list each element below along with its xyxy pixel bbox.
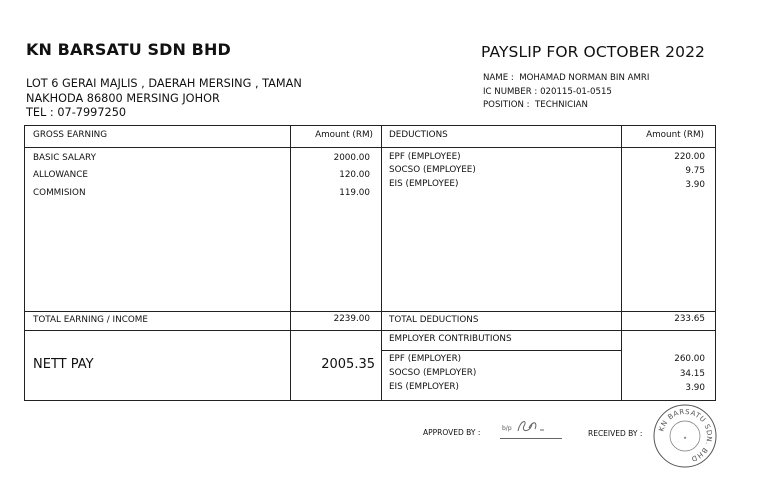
company-stamp-icon [652, 403, 718, 469]
total-earning-label: TOTAL EARNING / INCOME [33, 315, 148, 325]
company-address [26, 77, 326, 121]
payslip-title: PAYSLIP FOR OCTOBER 2022 [481, 43, 706, 61]
amount-header-left: Amount (RM) [315, 130, 373, 140]
earning-amount: 2000.00 [333, 153, 370, 163]
earning-label: ALLOWANCE [33, 170, 88, 180]
deduction-amount: 3.90 [685, 180, 705, 190]
employer-contribution-label: SOCSO (EMPLOYER) [389, 368, 477, 378]
svg-text:★: ★ [683, 435, 687, 440]
approved-by-label: APPROVED BY : [423, 428, 481, 437]
employer-contributions-header: EMPLOYER CONTRIBUTIONS [389, 334, 512, 344]
employee-position-row [483, 99, 649, 113]
deduction-amount: 9.75 [685, 166, 705, 176]
total-earning-amount: 2239.00 [333, 314, 370, 324]
total-deductions-label: TOTAL DEDUCTIONS [389, 315, 479, 325]
employee-ic-label: IC NUMBER : [483, 86, 538, 97]
deduction-label: EPF (EMPLOYEE) [389, 152, 461, 162]
employee-name-row [483, 72, 649, 86]
deduction-label: SOCSO (EMPLOYEE) [389, 165, 476, 175]
pay-table [24, 125, 716, 401]
received-by-label: RECEIVED BY : [588, 429, 643, 438]
total-deductions-amount: 233.65 [674, 314, 705, 324]
employee-name-label: NAME : [483, 73, 514, 83]
employee-name: MOHAMAD NORMAN BIN AMRI [519, 73, 650, 83]
deductions-header: DEDUCTIONS [389, 130, 448, 140]
employer-contribution-label: EIS (EMPLOYER) [389, 382, 459, 392]
table-divider [25, 311, 715, 312]
amount-header-right: Amount (RM) [646, 130, 704, 140]
employer-contribution-amount: 3.90 [685, 383, 705, 393]
approved-signature-line [500, 438, 562, 439]
company-tel: TEL : 07-7997250 [26, 106, 127, 119]
employer-contribution-amount: 34.15 [679, 369, 705, 379]
company-name: KN BARSATU SDN BHD [26, 40, 231, 59]
earning-amount: 119.00 [339, 188, 370, 198]
earning-label: COMMISION [33, 188, 86, 198]
employee-ic-row [483, 86, 649, 100]
employee-position-label: POSITION : [483, 100, 530, 110]
employee-position: TECHNICIAN [535, 100, 588, 110]
signature-prefix: b/p [502, 425, 512, 432]
address-line-1: LOT 6 GERAI MAJLIS , DAERAH MERSING , TAMAN [26, 77, 302, 90]
deduction-label: EIS (EMPLOYEE) [389, 179, 459, 189]
signature-image [502, 416, 552, 438]
table-divider [25, 147, 715, 148]
address-line-2: NAKHODA 86800 MERSING JOHOR [26, 91, 220, 105]
nett-pay-amount: 2005.35 [321, 357, 375, 372]
nett-pay-label: NETT PAY [33, 357, 94, 372]
earning-amount: 120.00 [339, 170, 370, 180]
svg-text:KN BARSATU SDN. BHD: KN BARSATU SDN. BHD [657, 407, 714, 464]
gross-earning-header: GROSS EARNING [33, 130, 108, 140]
deduction-amount: 220.00 [674, 152, 705, 162]
table-divider [381, 126, 382, 400]
employer-contribution-label: EPF (EMPLOYER) [389, 354, 462, 364]
employee-info [483, 72, 649, 113]
employer-contribution-amount: 260.00 [674, 354, 705, 364]
table-divider [381, 350, 621, 351]
earning-label: BASIC SALARY [33, 153, 96, 163]
signature-footer [0, 407, 768, 490]
employee-ic: 020115-01-0515 [540, 86, 612, 97]
table-divider [25, 330, 715, 331]
